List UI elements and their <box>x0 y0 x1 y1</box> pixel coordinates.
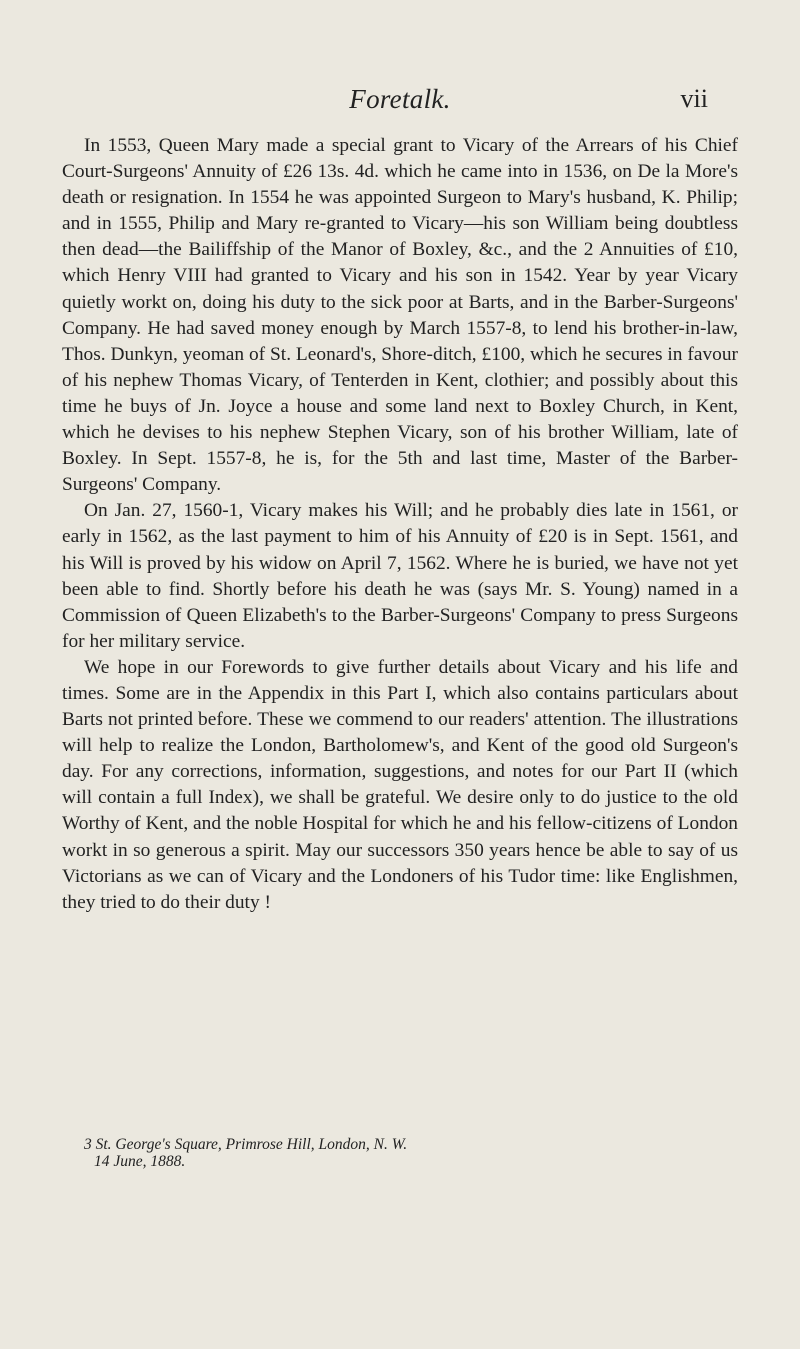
signoff <box>84 1136 407 1170</box>
running-title: Foretalk. <box>349 84 451 114</box>
signoff-date: 14 June, 1888. <box>94 1153 186 1170</box>
page-number: vii <box>680 84 708 113</box>
paragraph: We hope in our Forewords to give further details about Vicary and his life and times. Some are in the Appendix in this Part I, which also contains particulars about Barts not printed before. These we commend to our readers' attention. The illustrations will help to realize the London, Bartholomew's, and Kent of the good old Surgeon's day. For any corrections, information, suggestions, and notes for our Part II (which will contain a full Index), we shall be grateful. We desire only to do justice to the old Worthy of Kent, and the noble Hospital for which he and his fellow-citizens of London workt in so generous a spirit. May our successors 350 years hence be able to say of us Victorians as we can of Vicary and the Londoners of his Tudor time: like Englishmen, they tried to do their duty ! <box>62 656 738 913</box>
running-head <box>0 84 800 118</box>
signoff-address: 3 St. George's Square, Primrose Hill, London, N. W. <box>84 1136 408 1153</box>
paragraph: In 1553, Queen Mary made a special grant to Vicary of the Arrears of his Chief Court-Surgeons' Annuity of £26 13s. 4d. which he came into in 1536, on De la More's death or resignation. In 1554 he was appointed Surgeon to Mary's husband, K. Philip; and in 1555, Philip and Mary re-granted to Vicary—his son William being doubtless then dead—the Bailiffship of the Manor of Boxley, &c., and the 2 Annuities of £10, which Henry VIII had granted to Vicary and his son in 1542. Year by year Vicary quietly workt on, doing his duty to the sick poor at Barts, and in the Barber-Surgeons' Company. He had saved money enough by March 1557-8, to lend his brother-in-law, Thos. Dunkyn, yeoman of St. Leonard's, Shore-ditch, £100, which he secures in favour of his nephew Thomas Vicary, of Tenterden in Kent, clothier; and possibly about this time he buys of Jn. Joyce a house and some land next to Boxley Church, in Kent, which he devises to his nephew Stephen Vicary, son of his brother William, late of Boxley. In Sept. 1557-8, he is, for the 5th and last time, Master of the Barber-Surgeons' Company. <box>62 135 738 496</box>
body-text <box>62 133 738 916</box>
paragraph: On Jan. 27, 1560-1, Vicary makes his Will; and he probably dies late in 1561, or early in 1562, as the last payment to him of his Annuity of £20 is in Sept. 1561, and his Will is proved by his widow on April 7, 1562. Where he is buried, we have not yet been able to find. Shortly before his death he was (says Mr. S. Young) named in a Commission of Queen Elizabeth's to the Barber-Surgeons' Company to press Surgeons for her military service. <box>62 500 738 652</box>
